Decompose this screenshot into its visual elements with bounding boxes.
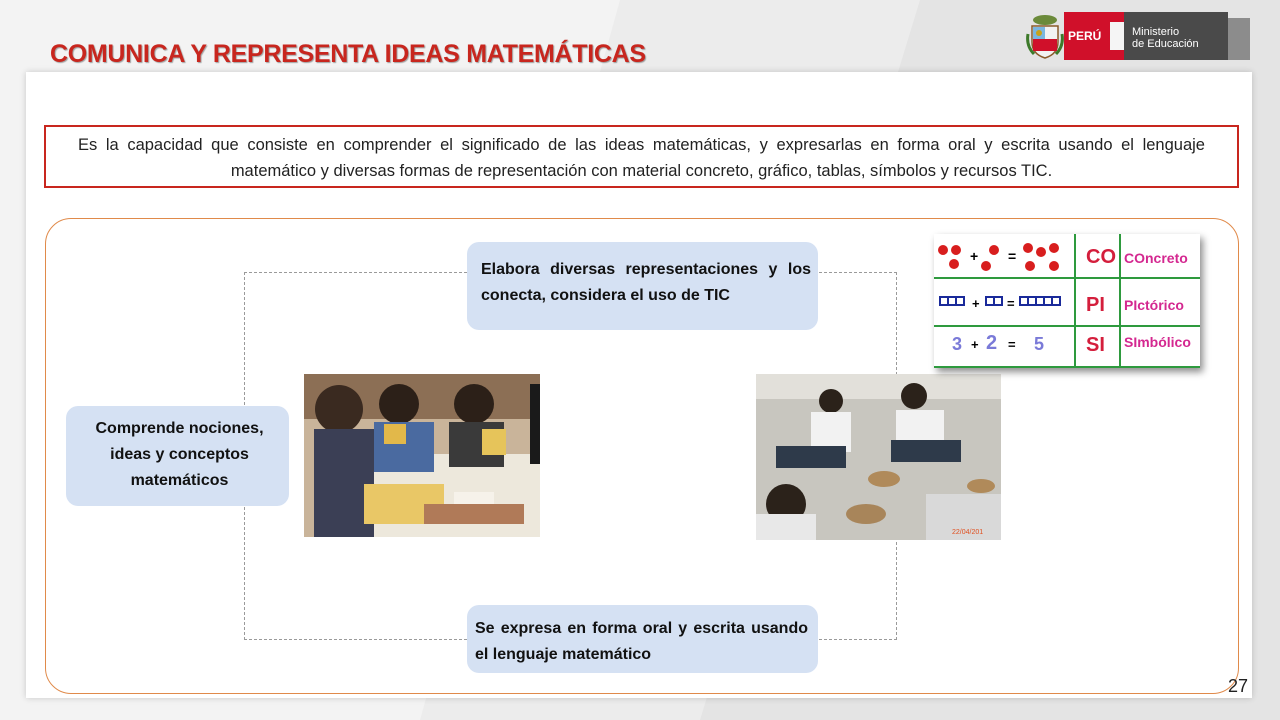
ministerio-line1: Ministerio [1132,26,1180,38]
row3-result: 5 [1034,334,1045,354]
logo-grey-block [1228,18,1250,60]
page-number: 27 [1228,676,1249,696]
capacity-box-express: Se expresa en forma oral y escrita usando el lenguaje matemático [467,605,818,673]
code-symbolic: SI [1086,334,1105,356]
coat-of-arms-icon [1026,12,1064,60]
photo-date-stamp: 22/04/201 [952,529,984,536]
ministerio-logo [1026,12,1250,60]
slide-title: COMUNICA Y REPRESENTA IDEAS MATEMÁTICAS [50,40,646,68]
classroom-photo-floor [756,374,1001,540]
row3-a: 3 [952,334,963,354]
representation-table [934,234,1200,368]
code-concrete: CO [1086,246,1116,268]
ministerio-label-box [1124,12,1228,60]
capacity-box-represent: Elabora diversas representaciones y los conecta, considera el uso de TIC [467,242,818,330]
label-concrete: COncreto [1124,250,1188,266]
peru-label-box [1064,12,1124,60]
row2-equals: = [1007,296,1015,311]
logo-white-block [1110,22,1124,50]
code-pictorial: PI [1086,294,1105,316]
row1-plus: + [970,248,979,264]
row2-plus: + [972,296,980,311]
block-addition-icon [934,294,1074,310]
row3-equals: = [1008,337,1016,352]
label-pictorial: PIctórico [1124,297,1184,313]
capacity-box-understand: Comprende nociones, ideas y conceptos matemáticos [66,406,289,506]
classroom-photo-table [304,374,540,537]
definition-box: Es la capacidad que consiste en comprender el significado de las ideas matemáticas, y expresarlas en forma oral y escrita usando el lenguaje matemático y diversas formas de representación con material concreto, gráfico, tablas, símbolos y recursos TIC. [44,125,1239,188]
apple-addition-icon [934,238,1074,278]
row3-b: 2 [986,332,998,354]
ministerio-line2: de Educación [1132,38,1199,50]
row3-plus: + [971,337,979,352]
row1-equals: = [1008,248,1017,264]
label-symbolic: SImbólico [1124,334,1191,350]
peru-label: PERÚ [1068,29,1102,43]
